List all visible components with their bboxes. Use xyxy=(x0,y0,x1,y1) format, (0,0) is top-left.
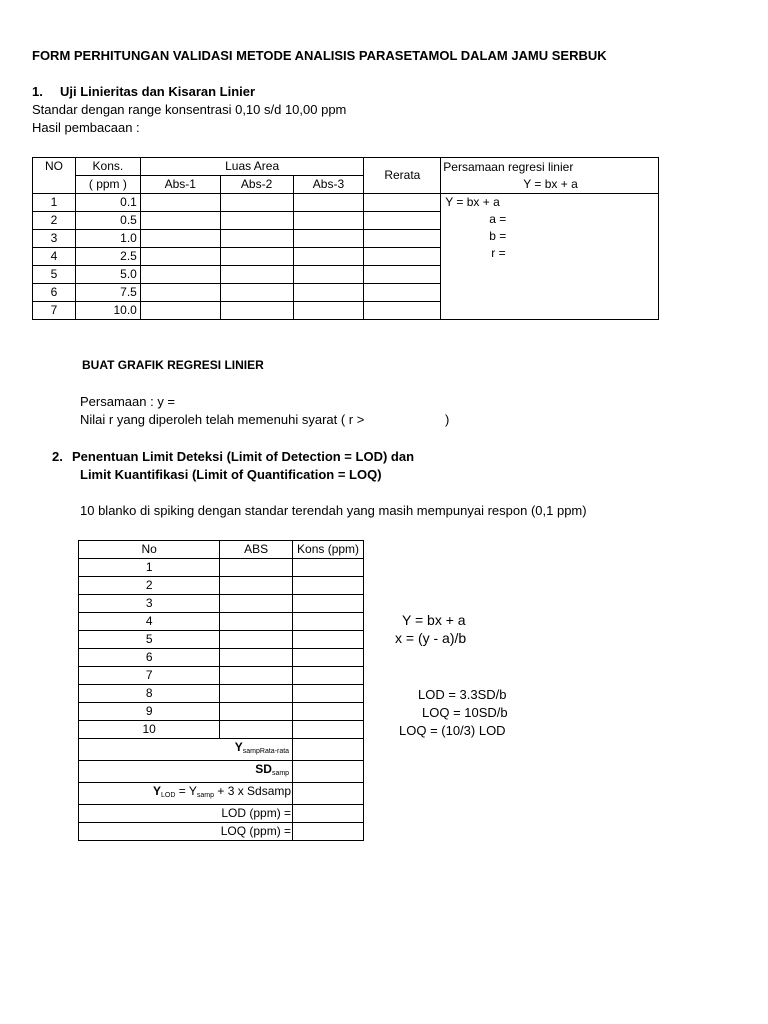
header-persamaan-label: Persamaan regresi linier xyxy=(443,159,574,174)
cell-rerata[interactable] xyxy=(364,194,441,212)
summary-row xyxy=(79,805,364,823)
cell-kons[interactable] xyxy=(293,631,364,649)
row-no: 5 xyxy=(79,631,220,649)
header-abs: ABS xyxy=(220,541,293,559)
cell-rerata[interactable] xyxy=(364,212,441,230)
cell-rerata[interactable] xyxy=(364,266,441,284)
cell-kons[interactable] xyxy=(293,613,364,631)
section2-desc: 10 blanko di spiking dengan standar terendah yang masih mempunyai respon (0,1 ppm) xyxy=(80,503,587,518)
row-no: 7 xyxy=(79,667,220,685)
cell-abs3[interactable] xyxy=(293,212,364,230)
header-ppm: ( ppm ) xyxy=(75,176,140,194)
row-no: 6 xyxy=(33,284,76,302)
section1-heading: Uji Linieritas dan Kisaran Linier xyxy=(60,84,256,99)
row-no: 3 xyxy=(79,595,220,613)
cell-abs2[interactable] xyxy=(220,248,293,266)
regression-cell xyxy=(441,194,659,320)
section1-line1: Standar dengan range konsentrasi 0,10 s/d 10,00 ppm xyxy=(32,102,347,117)
row-no: 1 xyxy=(79,559,220,577)
y-sub: sampRata-rata xyxy=(242,748,290,755)
lod-table xyxy=(78,540,364,841)
cell-kons[interactable] xyxy=(293,559,364,577)
cell-rerata[interactable] xyxy=(364,302,441,320)
row-kons: 1.0 xyxy=(75,230,140,248)
row-no: 4 xyxy=(79,613,220,631)
cell-abs2[interactable] xyxy=(220,230,293,248)
cell-ylod[interactable] xyxy=(293,783,364,805)
cell-abs[interactable] xyxy=(220,667,293,685)
lod-label: LOD (ppm) = xyxy=(79,805,293,823)
row-no: 3 xyxy=(33,230,76,248)
header-kons: Kons. xyxy=(75,158,140,176)
cell-abs[interactable] xyxy=(220,703,293,721)
reg-b: b = xyxy=(489,229,507,243)
cell-abs1[interactable] xyxy=(140,194,220,212)
row-kons: 7.5 xyxy=(75,284,140,302)
cell-abs[interactable] xyxy=(220,649,293,667)
cell-abs3[interactable] xyxy=(293,230,364,248)
ylod-eq: = Y xyxy=(175,784,197,798)
row-kons: 0.1 xyxy=(75,194,140,212)
cell-kons[interactable] xyxy=(293,721,364,739)
cell-abs2[interactable] xyxy=(220,194,293,212)
row-no: 6 xyxy=(79,649,220,667)
row-kons: 5.0 xyxy=(75,266,140,284)
header-persamaan xyxy=(441,158,659,194)
row-no: 8 xyxy=(79,685,220,703)
header-abs3: Abs-3 xyxy=(293,176,364,194)
table-row xyxy=(79,667,364,685)
row-no: 1 xyxy=(33,194,76,212)
section2-heading2: Limit Kuantifikasi (Limit of Quantification = LOQ) xyxy=(80,467,382,482)
formula-loq-lod: LOQ = (10/3) LOD xyxy=(399,723,506,738)
summary-row xyxy=(79,761,364,783)
table-row xyxy=(79,685,364,703)
cell-abs3[interactable] xyxy=(293,284,364,302)
cell-abs2[interactable] xyxy=(220,302,293,320)
section1-number: 1. xyxy=(32,84,43,99)
table-row xyxy=(79,613,364,631)
y-main: Y xyxy=(234,740,243,754)
cell-kons[interactable] xyxy=(293,649,364,667)
cell-kons[interactable] xyxy=(293,577,364,595)
row-kons: 2.5 xyxy=(75,248,140,266)
sd-sub: samp xyxy=(271,770,290,777)
summary-row xyxy=(79,783,364,805)
cell-kons[interactable] xyxy=(293,685,364,703)
reg-r: r = xyxy=(491,246,506,260)
header-abs2: Abs-2 xyxy=(220,176,293,194)
cell-abs[interactable] xyxy=(220,685,293,703)
nilai-r-line: Nilai r yang diperoleh telah memenuhi syarat ( r > xyxy=(80,412,365,427)
sd-main: SD xyxy=(255,762,272,776)
cell-abs1[interactable] xyxy=(140,302,220,320)
table-row xyxy=(33,194,659,212)
header-no: NO xyxy=(33,158,76,194)
cell-kons[interactable] xyxy=(293,703,364,721)
table-row xyxy=(79,595,364,613)
header-abs1: Abs-1 xyxy=(140,176,220,194)
table-row xyxy=(79,577,364,595)
cell-sd[interactable] xyxy=(293,761,364,783)
cell-abs2[interactable] xyxy=(220,284,293,302)
section2-heading1: Penentuan Limit Deteksi (Limit of Detection = LOD) dan xyxy=(72,449,415,464)
ylod-label xyxy=(79,783,293,805)
cell-abs3[interactable] xyxy=(293,248,364,266)
row-kons: 0.5 xyxy=(75,212,140,230)
row-no: 7 xyxy=(33,302,76,320)
ylod-rest: + 3 x Sdsamp xyxy=(214,784,292,798)
section1-line2: Hasil pembacaan : xyxy=(32,120,140,135)
section2-number: 2. xyxy=(52,449,63,464)
cell-rerata[interactable] xyxy=(364,248,441,266)
cell-lod[interactable] xyxy=(293,805,364,823)
sd-label xyxy=(79,761,293,783)
ylod-sub2: samp xyxy=(196,792,215,799)
cell-abs[interactable] xyxy=(220,595,293,613)
row-kons: 10.0 xyxy=(75,302,140,320)
cell-abs2[interactable] xyxy=(220,212,293,230)
cell-abs1[interactable] xyxy=(140,266,220,284)
table-row xyxy=(79,631,364,649)
reg-a: a = xyxy=(489,212,507,226)
row-no: 5 xyxy=(33,266,76,284)
y-rata-label xyxy=(79,739,293,761)
summary-row xyxy=(79,739,364,761)
cell-abs3[interactable] xyxy=(293,302,364,320)
cell-abs[interactable] xyxy=(220,631,293,649)
row-no: 2 xyxy=(33,212,76,230)
nilai-r-close: ) xyxy=(445,412,450,427)
formula-lod: LOD = 3.3SD/b xyxy=(418,687,507,702)
header-persamaan-formula: Y = bx + a xyxy=(523,176,578,191)
header-no: No xyxy=(79,541,220,559)
cell-rerata[interactable] xyxy=(364,230,441,248)
row-no: 4 xyxy=(33,248,76,266)
cell-abs3[interactable] xyxy=(293,194,364,212)
header-rerata: Rerata xyxy=(364,158,441,194)
cell-loq[interactable] xyxy=(293,823,364,841)
reg-formula: Y = bx + a xyxy=(445,195,500,209)
cell-kons[interactable] xyxy=(293,667,364,685)
table-row xyxy=(79,721,364,739)
header-luas-area: Luas Area xyxy=(140,158,364,176)
cell-abs1[interactable] xyxy=(140,230,220,248)
cell-kons[interactable] xyxy=(293,595,364,613)
cell-abs1[interactable] xyxy=(140,248,220,266)
cell-rerata[interactable] xyxy=(364,284,441,302)
cell-abs[interactable] xyxy=(220,613,293,631)
persamaan-line: Persamaan : y = xyxy=(80,394,176,409)
table-row xyxy=(79,703,364,721)
grafik-heading: BUAT GRAFIK REGRESI LINIER xyxy=(82,358,264,372)
row-no: 9 xyxy=(79,703,220,721)
linearity-table xyxy=(32,157,659,320)
row-no: 10 xyxy=(79,721,220,739)
cell-abs[interactable] xyxy=(220,721,293,739)
row-no: 2 xyxy=(79,577,220,595)
table-row xyxy=(79,649,364,667)
ylod-sub: LOD xyxy=(161,792,176,799)
cell-abs2[interactable] xyxy=(220,266,293,284)
cell-abs[interactable] xyxy=(220,577,293,595)
cell-abs1[interactable] xyxy=(140,212,220,230)
page-title: FORM PERHITUNGAN VALIDASI METODE ANALISIS PARASETAMOL DALAM JAMU SERBUK xyxy=(32,48,607,63)
cell-abs3[interactable] xyxy=(293,266,364,284)
formula-x: x = (y - a)/b xyxy=(395,630,467,646)
formula-loq: LOQ = 10SD/b xyxy=(422,705,508,720)
table-row xyxy=(79,559,364,577)
ylod-y: Y xyxy=(153,784,162,798)
cell-y-rata[interactable] xyxy=(293,739,364,761)
header-kons: Kons (ppm) xyxy=(293,541,364,559)
formula-linear: Y = bx + a xyxy=(402,612,466,628)
summary-row xyxy=(79,823,364,841)
loq-label: LOQ (ppm) = xyxy=(79,823,293,841)
cell-abs[interactable] xyxy=(220,559,293,577)
cell-abs1[interactable] xyxy=(140,284,220,302)
